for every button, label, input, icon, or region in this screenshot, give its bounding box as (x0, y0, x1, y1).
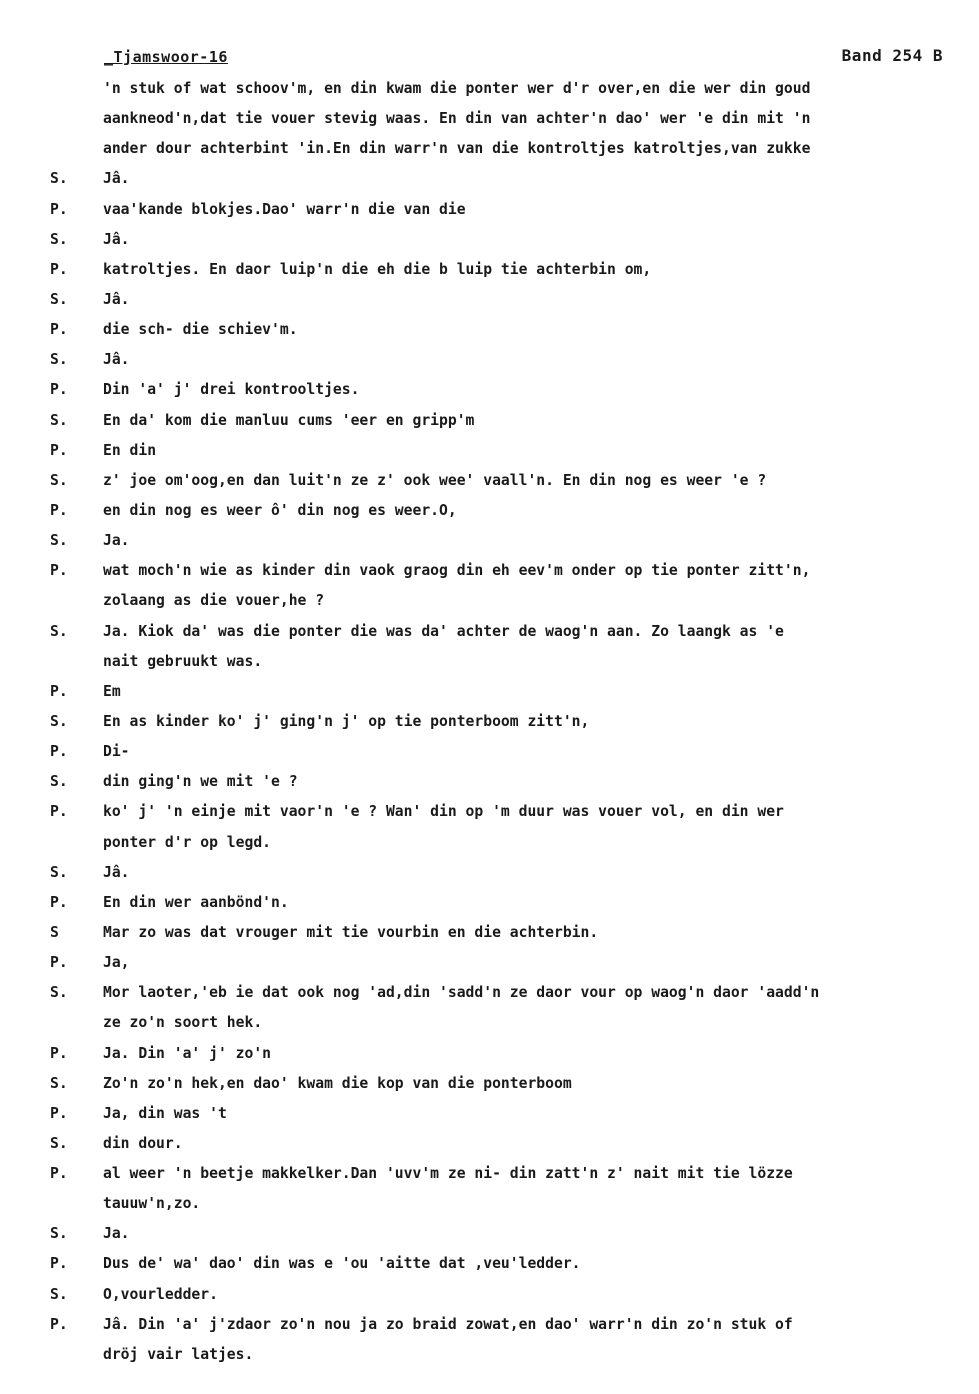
transcript-line (0, 1159, 979, 1189)
speaker-label: S. (50, 170, 68, 188)
transcript-line (0, 586, 979, 616)
speaker-label: P. (50, 200, 68, 218)
line-text: En din wer aanbönd'n. (103, 893, 289, 911)
speaker-label: S. (50, 984, 68, 1002)
transcript-line (0, 315, 979, 345)
transcript-line (0, 466, 979, 496)
speaker-label: P. (50, 743, 68, 761)
line-text: din dour. (103, 1134, 183, 1152)
transcript-line (0, 707, 979, 737)
line-text: vaa'kande blokjes.Dao' warr'n die van die (103, 200, 466, 218)
line-text: En da' kom die manluu cums 'eer en gripp'm (103, 411, 475, 429)
line-text: aankneod'n,dat tie vouer stevig waas. En din van achter'n dao' wer 'e din mit 'n (103, 110, 811, 128)
transcript-line (0, 1219, 979, 1249)
transcript-line (0, 375, 979, 405)
line-text: ander dour achterbint 'in.En din warr'n van die kontroltjes katroltjes,van zukke (103, 140, 811, 158)
speaker-label: P. (50, 954, 68, 972)
speaker-label: S. (50, 1134, 68, 1152)
transcript-line (0, 1039, 979, 1069)
line-text: Jâ. (103, 863, 130, 881)
speaker-label: S. (50, 712, 68, 730)
speaker-label: S. (50, 773, 68, 791)
transcript-line (0, 1129, 979, 1159)
speaker-label: P. (50, 1044, 68, 1062)
transcript-line (0, 255, 979, 285)
transcript-line (0, 1189, 979, 1219)
speaker-label: S. (50, 1285, 68, 1303)
line-text: katroltjes. En daor luip'n die eh die b luip tie achterbin om, (103, 260, 652, 278)
speaker-label: S. (50, 411, 68, 429)
line-text: Ja. (103, 1225, 130, 1243)
transcript-line (0, 1099, 979, 1129)
line-text: Jâ. (103, 290, 130, 308)
speaker-label: S (50, 923, 59, 941)
transcript-line (0, 828, 979, 858)
transcript-line (0, 647, 979, 677)
speaker-label: S. (50, 863, 68, 881)
line-text: En din (103, 441, 157, 459)
document-title: _Tjamswoor-16 (104, 48, 228, 66)
transcript-line (0, 1249, 979, 1279)
line-text: Ja, (103, 954, 130, 972)
line-text: Em (103, 682, 121, 700)
speaker-label: S. (50, 622, 68, 640)
line-text: din ging'n we mit 'e ? (103, 773, 298, 791)
transcript-line (0, 1310, 979, 1340)
tape-reference: Band 254 B (841, 46, 943, 65)
line-text: En as kinder ko' j' ging'n j' op tie ponterboom zitt'n, (103, 712, 590, 730)
speaker-label: P. (50, 381, 68, 399)
transcript-line (0, 526, 979, 556)
transcript-line (0, 556, 979, 586)
speaker-label: S. (50, 230, 68, 248)
line-text: z' joe om'oog,en dan luit'n ze z' ook wee' vaall'n. En din nog es weer 'e ? (103, 471, 767, 489)
transcript-line (0, 617, 979, 647)
line-text: Di- (103, 743, 130, 761)
transcript-line (0, 74, 979, 104)
line-text: Ja. (103, 532, 130, 550)
transcript-line (0, 104, 979, 134)
transcript-line (0, 164, 979, 194)
speaker-label: S. (50, 290, 68, 308)
line-text: Mor laoter,'eb ie dat ook nog 'ad,din 'sadd'n ze daor vour op waog'n daor 'aadd'n (103, 984, 820, 1002)
transcript-line (0, 436, 979, 466)
speaker-label: S. (50, 532, 68, 550)
transcript-line (0, 406, 979, 436)
transcript-line (0, 918, 979, 948)
transcript-line (0, 496, 979, 526)
line-text: nait gebruukt was. (103, 652, 263, 670)
line-text: ponter d'r op legd. (103, 833, 272, 851)
transcript-line (0, 225, 979, 255)
speaker-label: P. (50, 441, 68, 459)
speaker-label: P. (50, 501, 68, 519)
page-header (48, 44, 943, 72)
line-text: al weer 'n beetje makkelker.Dan 'uvv'm ze ni- din zatt'n z' nait mit tie lözze (103, 1165, 793, 1183)
speaker-label: P. (50, 260, 68, 278)
line-text: Ja. Kiok da' was die ponter die was da' achter de waog'n aan. Zo laangk as 'e (103, 622, 784, 640)
transcript-line (0, 1280, 979, 1310)
line-text: Din 'a' j' drei kontrooltjes. (103, 381, 360, 399)
speaker-label: P. (50, 893, 68, 911)
speaker-label: P. (50, 562, 68, 580)
line-text: Jâ. (103, 170, 130, 188)
line-text: Dus de' wa' dao' din was e 'ou 'aitte dat ,veu'ledder. (103, 1255, 581, 1273)
line-text: die sch- die schiev'm. (103, 321, 298, 339)
line-text: zolaang as die vouer,he ? (103, 592, 325, 610)
line-text: wat moch'n wie as kinder din vaok graog din eh eev'm onder op tie ponter zitt'n, (103, 562, 811, 580)
line-text: Ja. Din 'a' j' zo'n (103, 1044, 272, 1062)
speaker-label: S. (50, 471, 68, 489)
transcript-line (0, 1069, 979, 1099)
line-text: Jâ. (103, 351, 130, 369)
line-text: Zo'n zo'n hek,en dao' kwam die kop van die ponterboom (103, 1074, 572, 1092)
line-text: 'n stuk of wat schoov'm, en din kwam die ponter wer d'r over,en die wer din goud (103, 80, 811, 97)
line-text: dröj vair latjes. (103, 1345, 254, 1363)
speaker-label: P. (50, 1315, 68, 1333)
line-text: en din nog es weer ô' din nog es weer.O, (103, 501, 457, 519)
transcript-line (0, 888, 979, 918)
transcript-line (0, 858, 979, 888)
transcript-line (0, 134, 979, 164)
transcript-line (0, 677, 979, 707)
speaker-label: S. (50, 351, 68, 369)
line-text: Jâ. Din 'a' j'zdaor zo'n nou ja zo braid zowat,en dao' warr'n din zo'n stuk of (103, 1315, 793, 1333)
line-text: ze zo'n soort hek. (103, 1014, 263, 1032)
transcript-line (0, 978, 979, 1008)
line-text: tauuw'n,zo. (103, 1195, 201, 1213)
transcript-line (0, 737, 979, 767)
speaker-label: P. (50, 1104, 68, 1122)
line-text: ko' j' 'n einje mit vaor'n 'e ? Wan' din op 'm duur was vouer vol, en din wer (103, 803, 784, 821)
transcript-line (0, 1340, 979, 1370)
transcript-body (0, 74, 979, 1370)
speaker-label: S. (50, 1225, 68, 1243)
transcript-line (0, 797, 979, 827)
transcript-line (0, 195, 979, 225)
speaker-label: P. (50, 1165, 68, 1183)
line-text: O,vourledder. (103, 1285, 218, 1303)
transcript-line (0, 767, 979, 797)
speaker-label: P. (50, 321, 68, 339)
speaker-label: P. (50, 682, 68, 700)
line-text: Mar zo was dat vrouger mit tie vourbin en die achterbin. (103, 923, 599, 941)
transcript-line (0, 285, 979, 315)
speaker-label: S. (50, 1074, 68, 1092)
transcript-line (0, 948, 979, 978)
line-text: Ja, din was 't (103, 1104, 227, 1122)
speaker-label: P. (50, 803, 68, 821)
transcript-line (0, 1008, 979, 1038)
line-text: Jâ. (103, 230, 130, 248)
speaker-label: P. (50, 1255, 68, 1273)
transcript-line (0, 345, 979, 375)
